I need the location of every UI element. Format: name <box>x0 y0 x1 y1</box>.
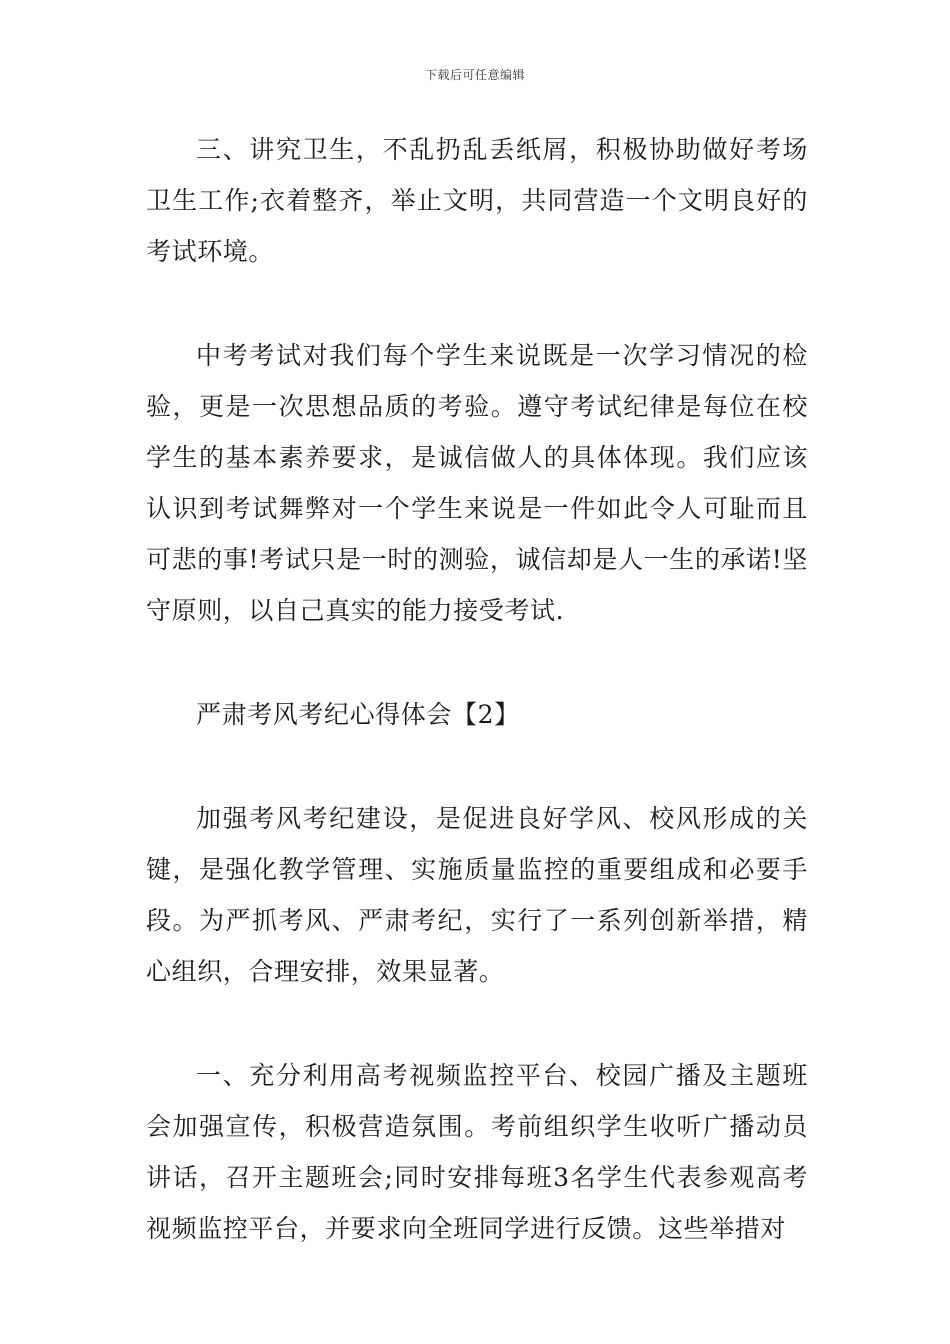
paragraph-measure-one: 一、充分利用高考视频监控平台、校园广播及主题班会加强宣传，积极营造氛围。考前组织学生收听广播动员讲话，召开主题班会;同时安排每班3名学生代表参观高考视频监控平台，并要求向全班同学进行反馈。这些举措对 <box>146 1061 808 1243</box>
paragraph-hygiene: 三、讲究卫生，不乱扔乱丢纸屑，积极协助做好考场卫生工作;衣着整齐，举止文明，共同营造一个文明良好的考试环境。 <box>146 135 808 266</box>
paragraph-discipline-building: 加强考风考纪建设，是促进良好学风、校风形成的关键，是强化教学管理、实施质量监控的重要组成和必要手段。为严抓考风、严肃考纪，实行了一系列创新举措，精心组织，合理安排，效果显著。 <box>146 804 808 986</box>
paragraph-exam-integrity: 中考考试对我们每个学生来说既是一次学习情况的检验，更是一次思想品质的考验。遵守考试纪律是每位在校学生的基本素养要求，是诚信做人的具体体现。我们应该认识到考试舞弊对一个学生来说是一件如此令人可耻而且可悲的事!考试只是一时的测验，诚信却是人一生的承诺!坚守原则，以自己真实的能力接受考试. <box>146 341 808 625</box>
header-note: 下载后可任意编辑 <box>424 68 525 82</box>
document-body <box>146 124 808 1307</box>
section-heading: 严肃考风考纪心得体会【2】 <box>196 700 520 729</box>
